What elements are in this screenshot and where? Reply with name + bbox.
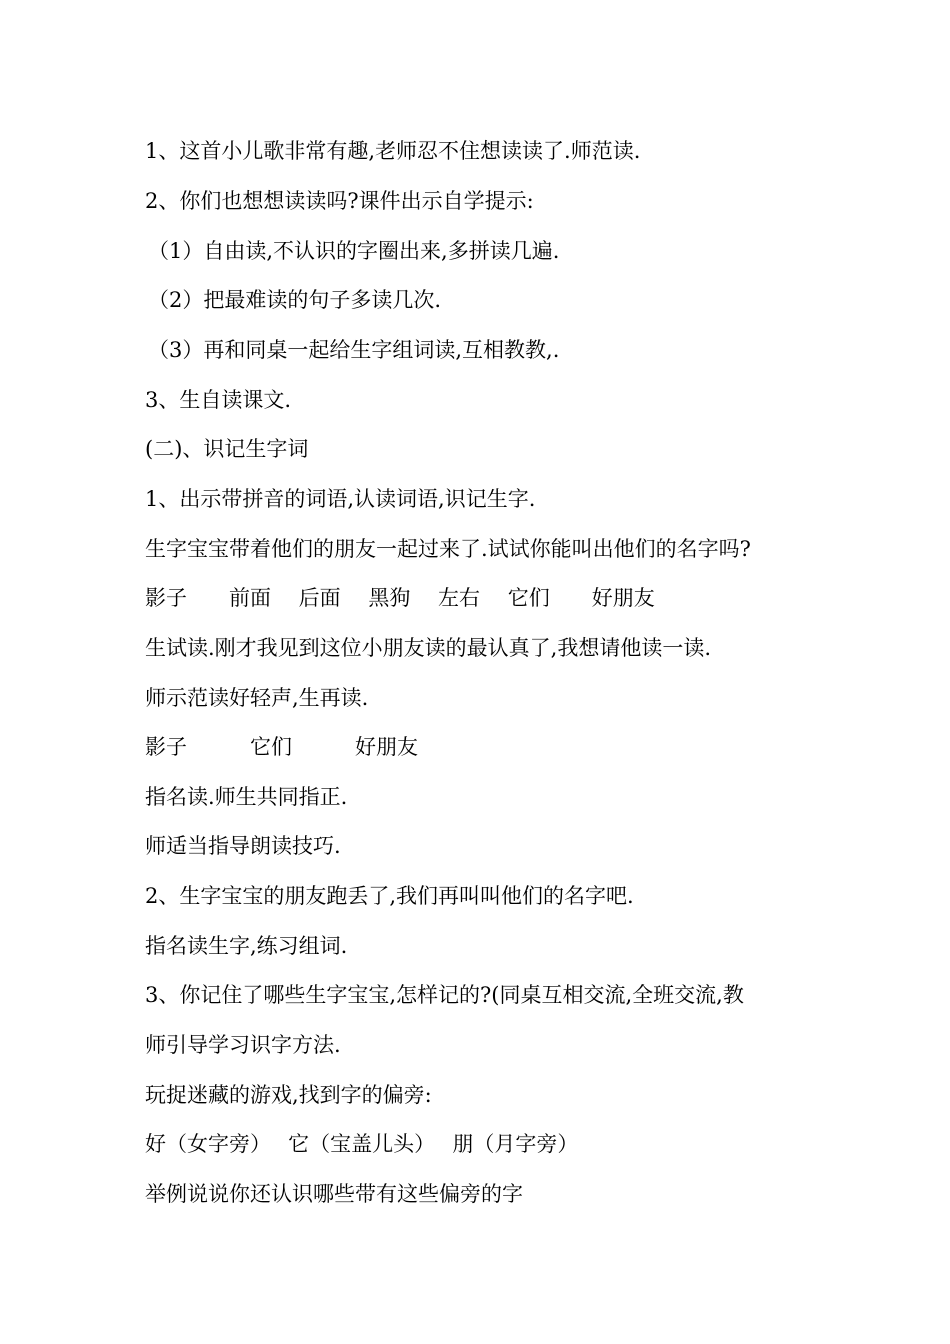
text-line: 生字宝宝带着他们的朋友一起过来了.试试你能叫出他们的名字吗? [145,537,751,561]
text-line: 玩捉迷藏的游戏,找到字的偏旁: [145,1083,432,1107]
text-line: 3、你记住了哪些生字宝宝,怎样记的?(同桌互相交流,全班交流,教 [145,983,744,1007]
text-line: 3、生自读课文. [145,388,292,412]
section-heading: (二)、识记生字词 [145,437,309,461]
text-line: （2）把最难读的句子多读几次. [148,288,442,312]
text-line: 师示范读好轻声,生再读. [145,686,369,710]
text-line: 指名读生字,练习组词. [145,934,348,958]
text-line: 2、生字宝宝的朋友跑丢了,我们再叫叫他们的名字吧. [145,884,634,908]
text-line: （1）自由读,不认识的字圈出来,多拼读几遍. [148,239,560,263]
word-list-line: 影子 它们 好朋友 [145,735,418,759]
text-line: 1、出示带拼音的词语,认读词语,识记生字. [145,487,536,511]
text-line: （3）再和同桌一起给生字组词读,互相教教,. [148,338,560,362]
text-line: 指名读.师生共同指正. [145,785,348,809]
text-line: 生试读.刚才我见到这位小朋友读的最认真了,我想请他读一读. [145,636,712,660]
radical-list-line: 好（女字旁） 它（宝盖儿头） 朋（月字旁） [145,1132,579,1156]
word-list-line: 影子 前面 后面 黑狗 左右 它们 好朋友 [145,586,655,610]
text-line: 举例说说你还认识哪些带有这些偏旁的字 [145,1182,523,1206]
text-line: 师引导学习识字方法. [145,1033,341,1057]
text-line: 师适当指导朗读技巧. [145,834,341,858]
text-line: 1、这首小儿歌非常有趣,老师忍不住想读读了.师范读. [145,139,641,163]
text-line: 2、你们也想想读读吗?课件出示自学提示: [145,189,534,213]
